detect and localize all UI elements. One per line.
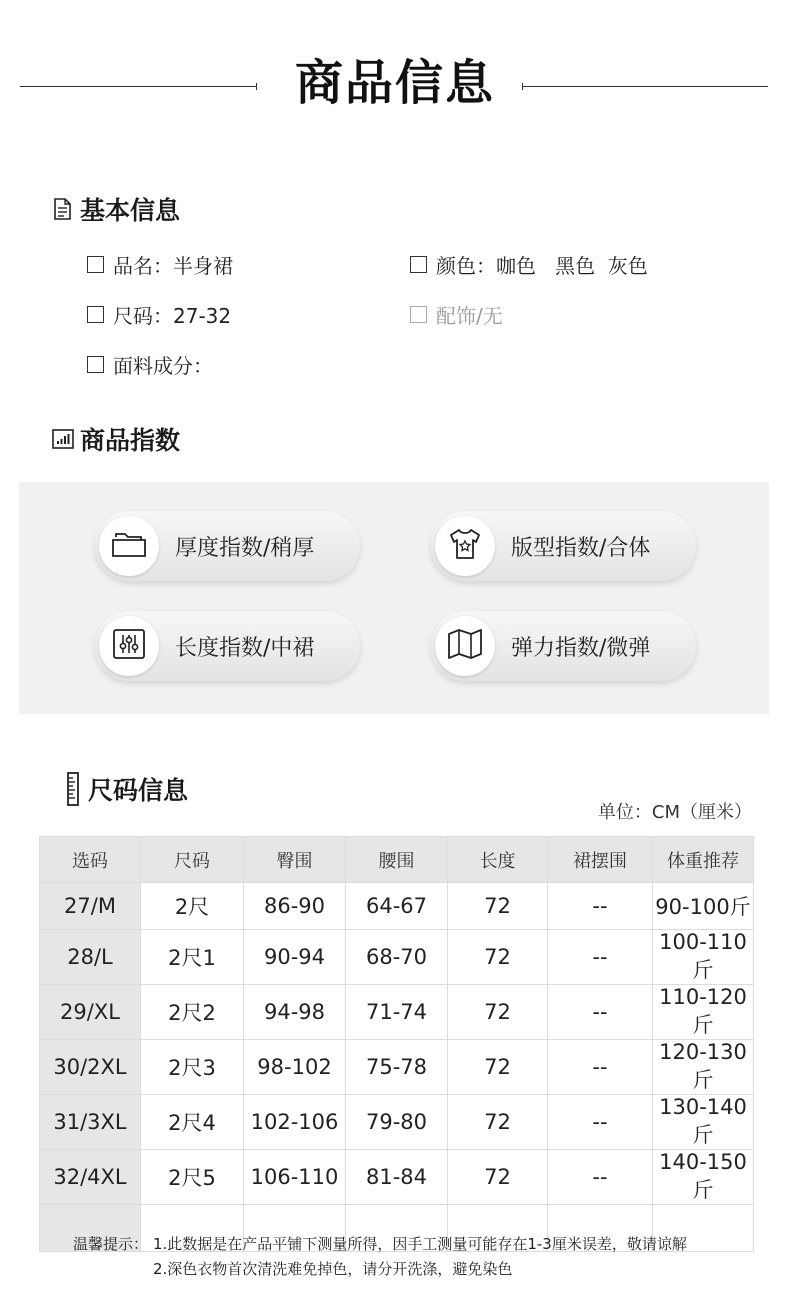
tshirt-icon	[447, 527, 483, 565]
table-cell: 130-140斤	[653, 1095, 754, 1150]
note-text: 2.深色衣物首次清洗难免掉色，请分开洗涤，避免染色	[153, 1260, 513, 1278]
info-item-label: 尺码：27-32	[113, 303, 232, 328]
size-info-title: 尺码信息	[88, 776, 189, 805]
unit-label: 单位：CM（厘米）	[597, 802, 752, 823]
table-cell: 68-70	[346, 930, 448, 985]
ruler-icon	[66, 772, 80, 806]
column-header: 臀围	[244, 837, 346, 883]
size-info-heading	[66, 773, 188, 805]
table-cell: 72	[448, 1095, 548, 1150]
pill-icon-circle	[99, 616, 159, 676]
table-cell: 72	[448, 1150, 548, 1205]
table-cell: 2尺	[141, 883, 244, 930]
note-line-2	[73, 1257, 687, 1282]
info-item-label: 品名：半身裙	[113, 253, 233, 278]
table-cell: 98-102	[244, 1040, 346, 1095]
checkbox-icon	[410, 256, 427, 273]
table-cell: 31/3XL	[40, 1095, 141, 1150]
table-row	[40, 985, 754, 1040]
table-row	[40, 1040, 754, 1095]
column-header: 裙摆围	[548, 837, 653, 883]
info-item-label: 颜色：咖色 黑色 灰色	[436, 253, 648, 278]
table-row	[40, 883, 754, 930]
table-cell: 30/2XL	[40, 1040, 141, 1095]
table-cell: 94-98	[244, 985, 346, 1040]
note-line-1	[73, 1232, 687, 1257]
table-cell: --	[548, 1150, 653, 1205]
folder-icon	[111, 529, 147, 563]
table-cell: 72	[448, 1040, 548, 1095]
index-pill-thickness	[95, 511, 360, 581]
pill-label: 版型指数/合体	[511, 535, 651, 561]
table-cell: 2尺2	[141, 985, 244, 1040]
table-cell: 140-150斤	[653, 1150, 754, 1205]
column-header: 长度	[448, 837, 548, 883]
table-cell: 2尺5	[141, 1150, 244, 1205]
title-divider-right	[522, 86, 768, 87]
pill-label: 厚度指数/稍厚	[175, 535, 315, 561]
table-cell: 106-110	[244, 1150, 346, 1205]
table-cell: 102-106	[244, 1095, 346, 1150]
notes	[73, 1232, 687, 1282]
table-cell: 86-90	[244, 883, 346, 930]
basic-info-title: 基本信息	[80, 196, 181, 225]
index-pill-fit	[431, 511, 696, 581]
table-cell: 28/L	[40, 930, 141, 985]
info-item-name	[87, 250, 233, 278]
column-header: 尺码	[141, 837, 244, 883]
table-cell: 100-110斤	[653, 930, 754, 985]
info-item-size	[87, 300, 231, 328]
index-pill-elasticity	[431, 611, 696, 681]
table-cell: 72	[448, 985, 548, 1040]
product-index-title: 商品指数	[80, 426, 181, 455]
column-header: 腰围	[346, 837, 448, 883]
table-cell: 2尺1	[141, 930, 244, 985]
table-cell: 2尺4	[141, 1095, 244, 1150]
checkbox-icon	[87, 306, 104, 323]
table-cell: 72	[448, 930, 548, 985]
basic-info-heading	[52, 193, 180, 225]
table-cell: 72	[448, 883, 548, 930]
column-header: 选码	[40, 837, 141, 883]
table-cell: 90-94	[244, 930, 346, 985]
note-text: 1.此数据是在产品平铺下测量所得，因手工测量可能存在1-3厘米误差，敬请谅解	[153, 1235, 687, 1253]
document-icon	[52, 198, 72, 220]
table-cell: --	[548, 883, 653, 930]
size-table	[39, 836, 754, 1252]
table-cell: --	[548, 1095, 653, 1150]
pill-label: 长度指数/中裙	[175, 635, 315, 661]
note-prefix: 温馨提示：	[73, 1235, 149, 1253]
checkbox-icon	[87, 256, 104, 273]
page-title: 商品信息	[294, 55, 495, 111]
table-cell: 71-74	[346, 985, 448, 1040]
info-item-accessory	[410, 300, 503, 328]
table-cell: --	[548, 1040, 653, 1095]
table-cell: --	[548, 930, 653, 985]
map-icon	[447, 628, 483, 664]
table-row	[40, 1150, 754, 1205]
table-row	[40, 930, 754, 985]
table-cell: 64-67	[346, 883, 448, 930]
table-header-row	[40, 837, 754, 883]
table-cell: 2尺3	[141, 1040, 244, 1095]
table-cell: 90-100斤	[653, 883, 754, 930]
index-pill-length	[95, 611, 360, 681]
column-header: 体重推荐	[653, 837, 754, 883]
table-row	[40, 1095, 754, 1150]
pill-label: 弹力指数/微弹	[511, 635, 651, 661]
checkbox-icon	[410, 306, 427, 323]
table-cell: 32/4XL	[40, 1150, 141, 1205]
pill-icon-circle	[99, 516, 159, 576]
sliders-icon	[112, 628, 146, 664]
table-cell: --	[548, 985, 653, 1040]
bar-chart-icon	[52, 428, 72, 450]
table-cell: 81-84	[346, 1150, 448, 1205]
table-cell: 79-80	[346, 1095, 448, 1150]
title-bar	[0, 48, 790, 118]
info-item-color	[410, 250, 648, 278]
pill-icon-circle	[435, 516, 495, 576]
info-item-label: 面料成分：	[113, 353, 213, 378]
table-cell: 29/XL	[40, 985, 141, 1040]
info-item-fabric	[87, 350, 213, 378]
table-cell: 110-120斤	[653, 985, 754, 1040]
info-item-label: 配饰/无	[436, 303, 503, 328]
index-panel	[19, 482, 769, 714]
product-index-heading	[52, 423, 180, 455]
pill-icon-circle	[435, 616, 495, 676]
checkbox-icon	[87, 356, 104, 373]
table-cell: 27/M	[40, 883, 141, 930]
table-cell: 120-130斤	[653, 1040, 754, 1095]
table-cell: 75-78	[346, 1040, 448, 1095]
